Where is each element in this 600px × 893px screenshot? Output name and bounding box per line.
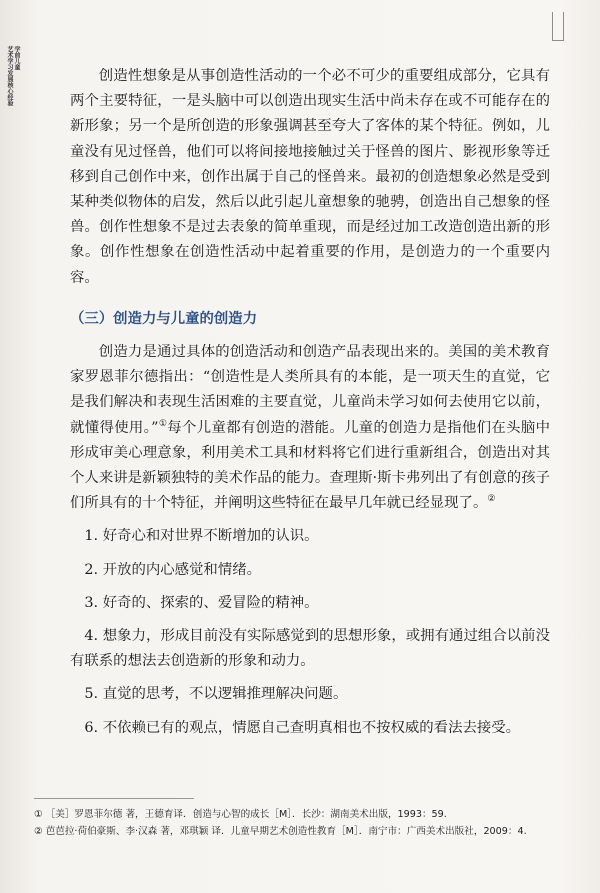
side-title-line-2: 艺术学习发展核心经验 <box>6 46 13 106</box>
list-item: 4. 想象力，形成目前没有实际感觉到的思想形象，或拥有通过组合以前没有联系的想法去创造新的形象和动力。 <box>70 628 550 670</box>
creativity-paragraph <box>70 340 550 516</box>
creativity-paragraph-part-2: 每个儿童都有创造的潜能。儿童的创造力是指他们在头脑中形成审美心理意象，利用美术工具和材料将它们进行重新组合，创造出对其个人来讲是新颖独特的美术作品的能力。查理斯·斯卡弗列出了有创意的孩子们所具有的十个特征，并阐明这些特征在最早几年就已经显现了。 <box>70 419 550 512</box>
intro-paragraph: 创造性想象是从事创造性活动的一个必不可少的重要组成部分，它具有两个主要特征，一是头脑中可以创造出现实生活中尚未存在或不可能存在的新形象；另一个是所创造的形象强调甚至夸大了客体的某个特征。例如，儿童没有见过怪兽，他们可以将间接地接触过关于怪兽的图片、影视形象等迁移到自己创作中来，创作出属于自己的怪兽来。最初的创造想象必然是受到某种类似物体的启发，然后以此引起儿童想象的驰骋，创造出自己想象的怪兽。创作性想象不是过去表象的简单重现，而是经过加工改造创造出新的形象。创作性想象在创造性活动中起着重要的作用，是创造力的一个重要内容。 <box>70 68 550 286</box>
list-item: 2. 开放的内心感觉和情绪。 <box>84 561 261 578</box>
list-item: 5. 直觉的思考，不以逻辑推理解决问题。 <box>84 686 348 703</box>
footnote-2: ② 芭芭拉·荷伯豪斯、李·汉森 著，邓琪颖 译．儿童早期艺术创造性教育［M］．南宁市：广西美术出版社，2009：4. <box>34 826 527 837</box>
corner-crop-mark <box>552 12 564 41</box>
section-heading: （三）创造力与儿童的创造力 <box>70 310 258 327</box>
list-item: 6. 不依赖已有的观点，情愿自己查明真相也不按权威的看法去接受。 <box>84 719 521 736</box>
side-running-title <box>6 46 20 106</box>
footnote-1: ① ［美］罗恩菲尔德 著，王德育译．创造与心智的成长［M］．长沙：湖南美术出版，1993：59. <box>34 809 447 820</box>
footnote-ref-1[interactable]: ① <box>158 418 168 429</box>
footnote-ref-2[interactable]: ② <box>487 494 496 505</box>
list-item: 1. 好奇心和对世界不断增加的认识。 <box>84 528 319 545</box>
side-title-line-1: 学前儿童 <box>13 46 20 70</box>
footnotes <box>34 806 574 840</box>
footnote-divider <box>34 798 194 799</box>
list-item: 3. 好奇的、探索的、爱冒险的精神。 <box>84 594 319 611</box>
body-text <box>70 64 550 741</box>
creativity-paragraph-part-1: 创造力是通过具体的创造活动和创造产品表现出来的。美国的美术教育家罗恩菲尔德指出：“创造性是人类所具有的本能，是一项天生的直觉，它是我们解决和表现生活困难的主要直觉，儿童尚未学习如何去使用它以前，就懂得使用。” <box>70 344 550 436</box>
